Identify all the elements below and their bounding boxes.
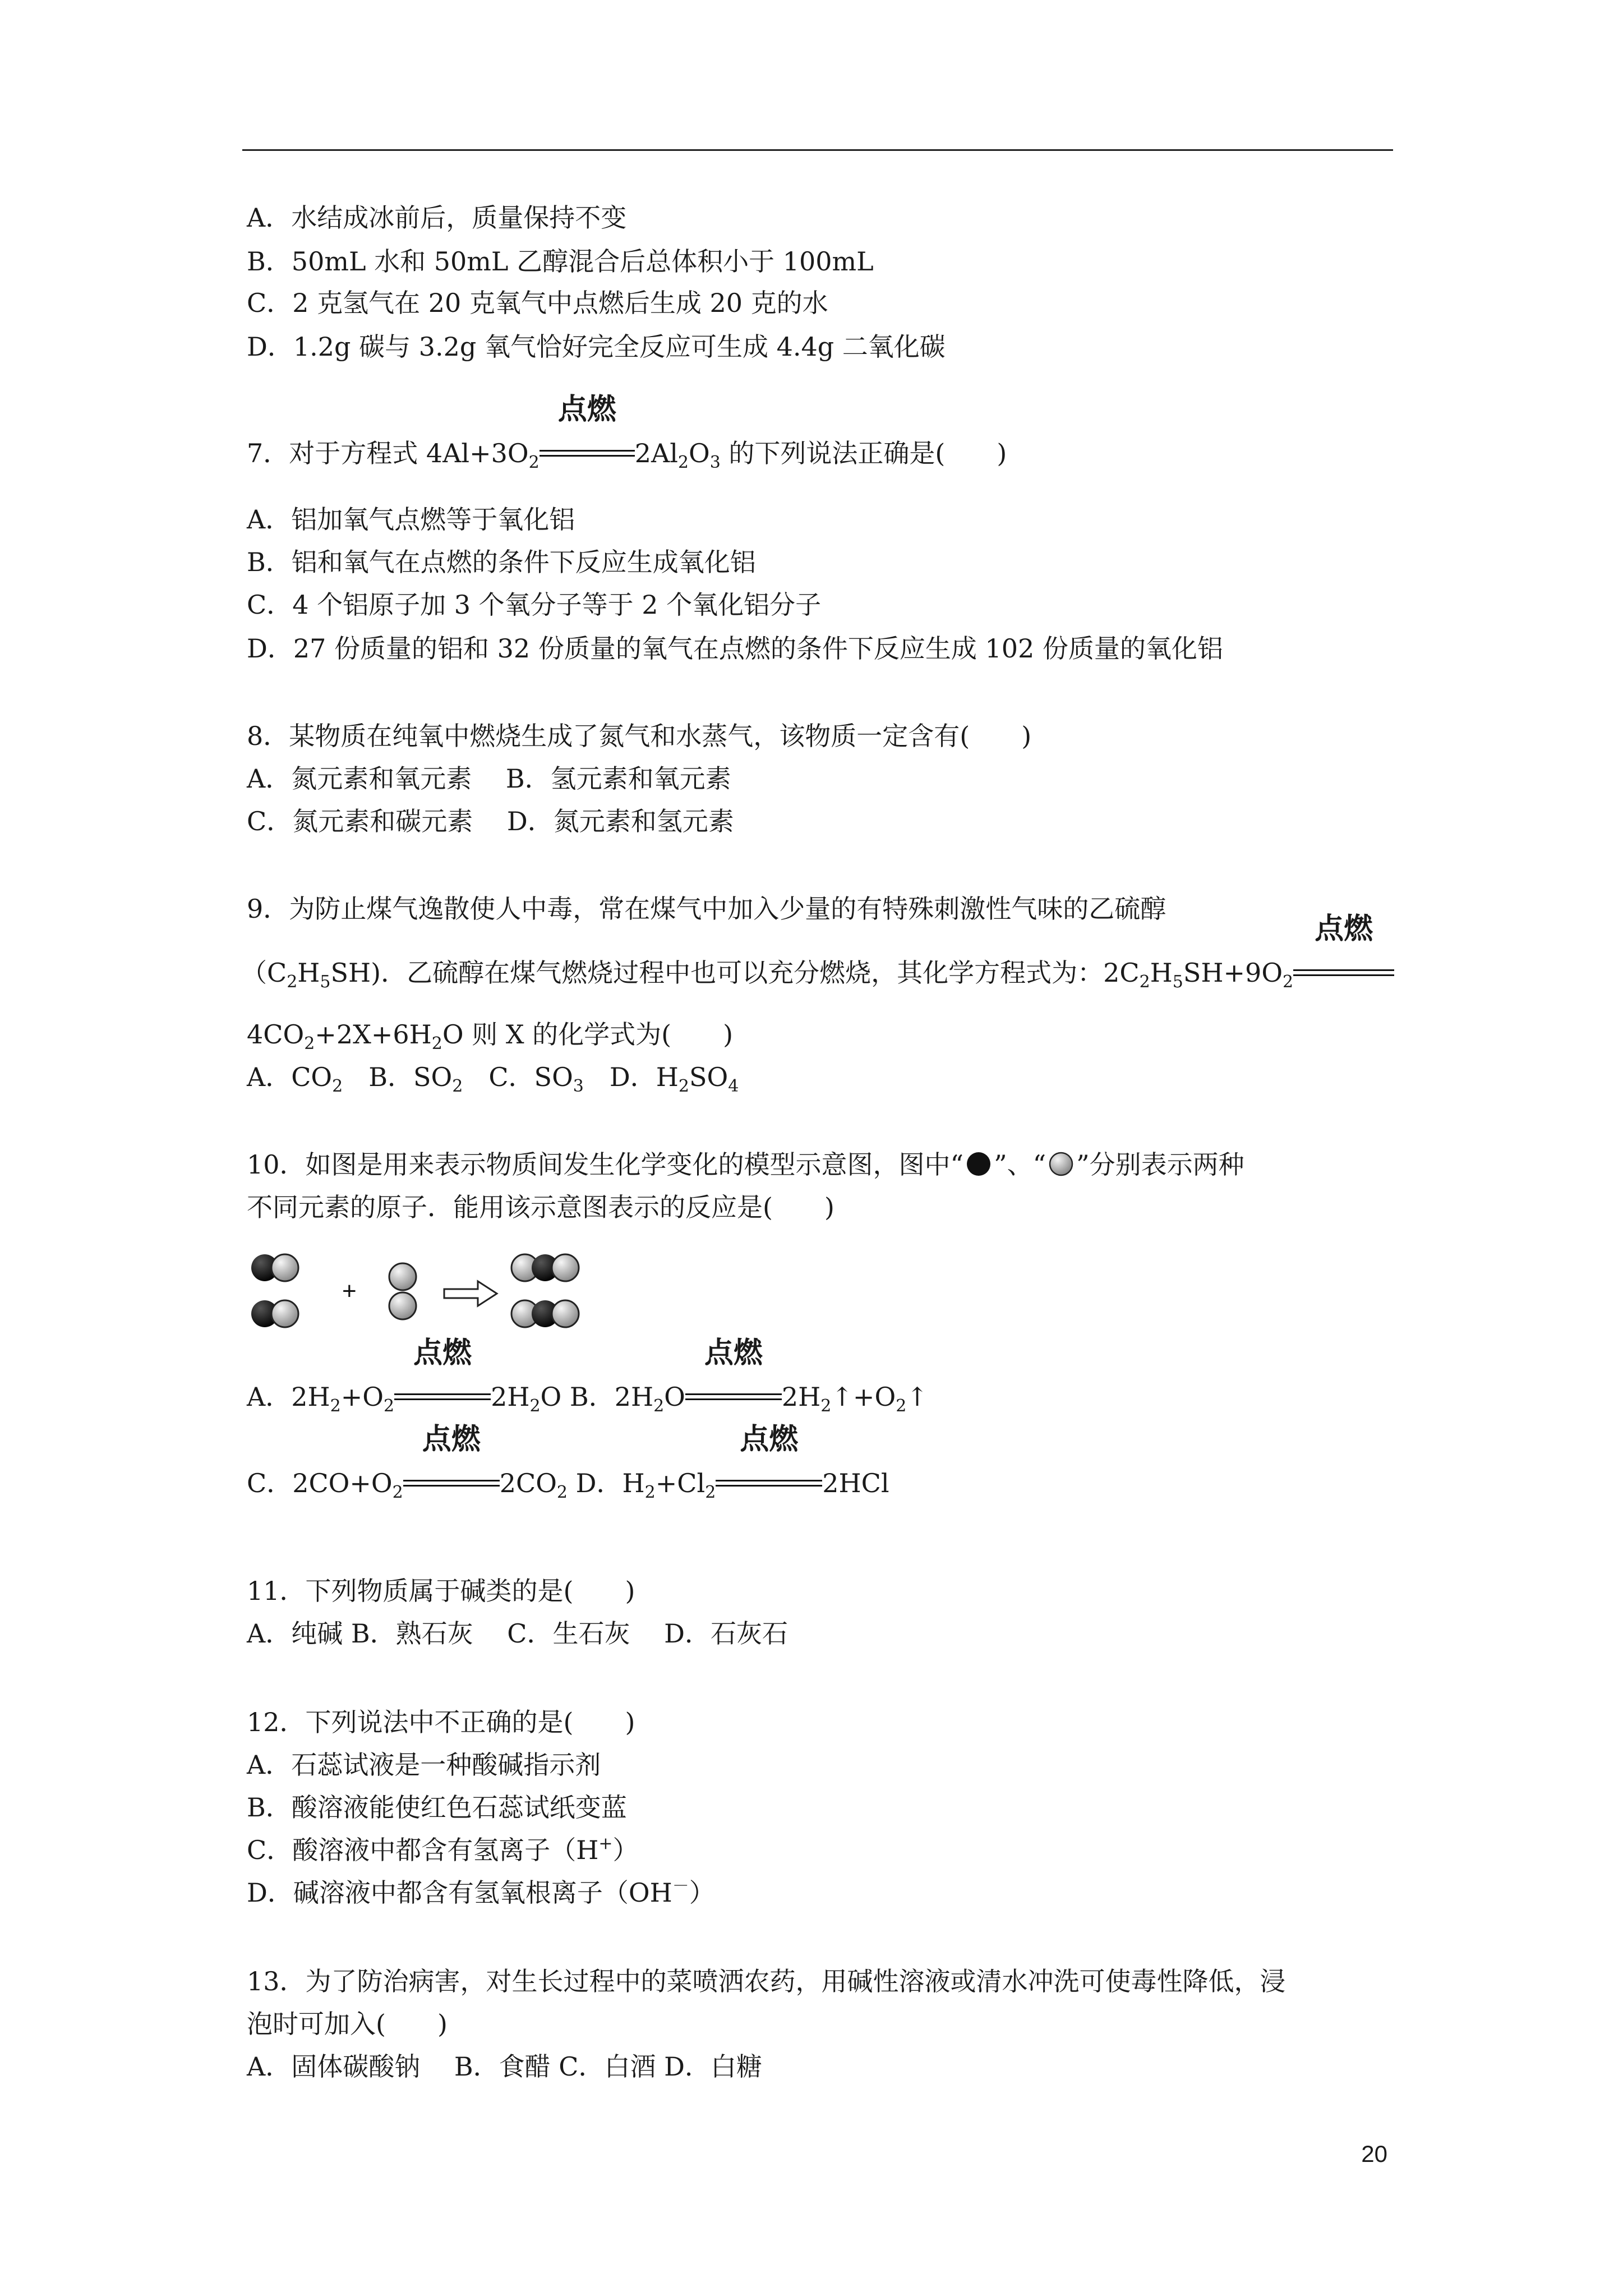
q6-option-d: D．1.2g 碳与 3.2g 氧气恰好完全反应可生成 4.4g 二氧化碳 [247,332,946,362]
q10d-equation-sign: 点燃 [716,1466,822,1500]
q6-option-c: C．2 克氢气在 20 克氧气中点燃后生成 20 克的水 [247,288,828,318]
q11-options: A．纯碱 B．熟石灰 C．生石灰 D．石灰石 [247,1618,788,1649]
reactant-molecule-2 [251,1300,298,1327]
q9-stem-line3: $4CO_2+2X+6H_2O$ 则 X 的化学式为( ) [247,1019,734,1053]
q7-option-d: D．27 份质量的铝和 32 份质量的氧气在点燃的条件下反应生成 102 份质量的氧化铝 [247,633,1223,664]
q7-stem: 7．对于方程式 $4Al+3O_2$ 点燃 $2Al_2O_3$ 的下列说法正确是( ) [247,393,1007,472]
plus-sign: + [342,1277,357,1305]
q6-option-a: A．水结成冰前后，质量保持不变 [247,203,627,233]
q8-options-row1: A．氮元素和氧元素 B．氢元素和氧元素 [247,763,731,794]
q8-stem: 8．某物质在纯氧中燃烧生成了氮气和水蒸气，该物质一定含有( ) [247,721,1032,751]
reactant-molecule-1 [251,1254,298,1281]
q9-stem-line2: $(C_2H_5SH)$．乙硫醇在煤气燃烧过程中也可以充分燃烧，其化学方程式为：$2C_2H_5SH+9O_2$ 点燃 [241,956,1394,990]
q10-options-ab: A．$2H_2+O_2$ 点燃 $2H_2O$ B．$2H_2O$ 点燃 $2H_2↑+O_2↑$ [247,1336,928,1416]
reactant-molecule-3 [389,1263,416,1319]
reaction-model-diagram [247,1245,639,1341]
gray-atom-icon [1046,1150,1076,1178]
q13-stem-line1: 13．为了防治病害，对生长过程中的菜喷洒农药，用碱性溶液或清水冲洗可使毒性降低，浸 [247,1966,1286,1996]
reaction-arrow-icon [444,1281,497,1306]
q7-option-b: B．铝和氧气在点燃的条件下反应生成氧化铝 [247,547,756,577]
q7-equation-sign: 点燃 [540,436,635,470]
q10c-equation-sign: 点燃 [403,1466,500,1500]
q12-option-a: A．石蕊试液是一种酸碱指示剂 [247,1750,601,1780]
q9-equation-sign: 点燃 [1293,956,1394,990]
q12-stem: 12．下列说法中不正确的是( ) [247,1707,635,1737]
q13-stem-line2: 泡时可加入( ) [247,2009,448,2039]
product-molecule-2 [511,1300,579,1327]
header-rule [242,149,1393,151]
q10-options-cd: C．$2CO+O_2$ 点燃 $2CO_2$ D．$H_2+Cl_2$ 点燃 2HCl [247,1423,889,1502]
black-atom-icon [963,1150,994,1178]
product-molecule-1 [511,1254,579,1281]
page-number: 20 [1361,2141,1387,2167]
q10-stem-line1: 10．如图是用来表示物质间发生化学变化的模型示意图，图中“ ”、“ ”分别表示两种 [247,1149,1244,1180]
q9-stem-line1: 9．为防止煤气逸散使人中毒，常在煤气中加入少量的有特殊刺激性气味的乙硫醇 [247,894,1166,924]
q13-options: A．固体碳酸钠 B．食醋 C．白酒 D．白糖 [247,2051,762,2082]
q8-options-row2: C．氮元素和碳元素 D．氮元素和氢元素 [247,806,734,836]
q12-option-b: B．酸溶液能使红色石蕊试纸变蓝 [247,1792,627,1823]
q12-option-d: D．碱溶液中都含有氢氧根离子（OH－） [247,1876,715,1908]
q10-stem-line2: 不同元素的原子．能用该示意图表示的反应是( ) [247,1192,834,1222]
q10a-equation-sign: 点燃 [394,1380,491,1414]
q7-option-a: A．铝加氧气点燃等于氧化铝 [247,504,575,535]
q9-options: A．$CO_2$ B．$SO_2$ C．$SO_3$ D．$H_2SO_4$ [247,1062,739,1096]
q6-option-b: B．50mL 水和 50mL 乙醇混合后总体积小于 100mL [247,246,874,277]
q11-stem: 11．下列物质属于碱类的是( ) [247,1576,635,1606]
q10b-equation-sign: 点燃 [685,1380,782,1414]
q12-option-c: C．酸溶液中都含有氢离子（H+） [247,1834,639,1865]
q7-option-c: C．4 个铝原子加 3 个氧分子等于 2 个氧化铝分子 [247,590,822,620]
